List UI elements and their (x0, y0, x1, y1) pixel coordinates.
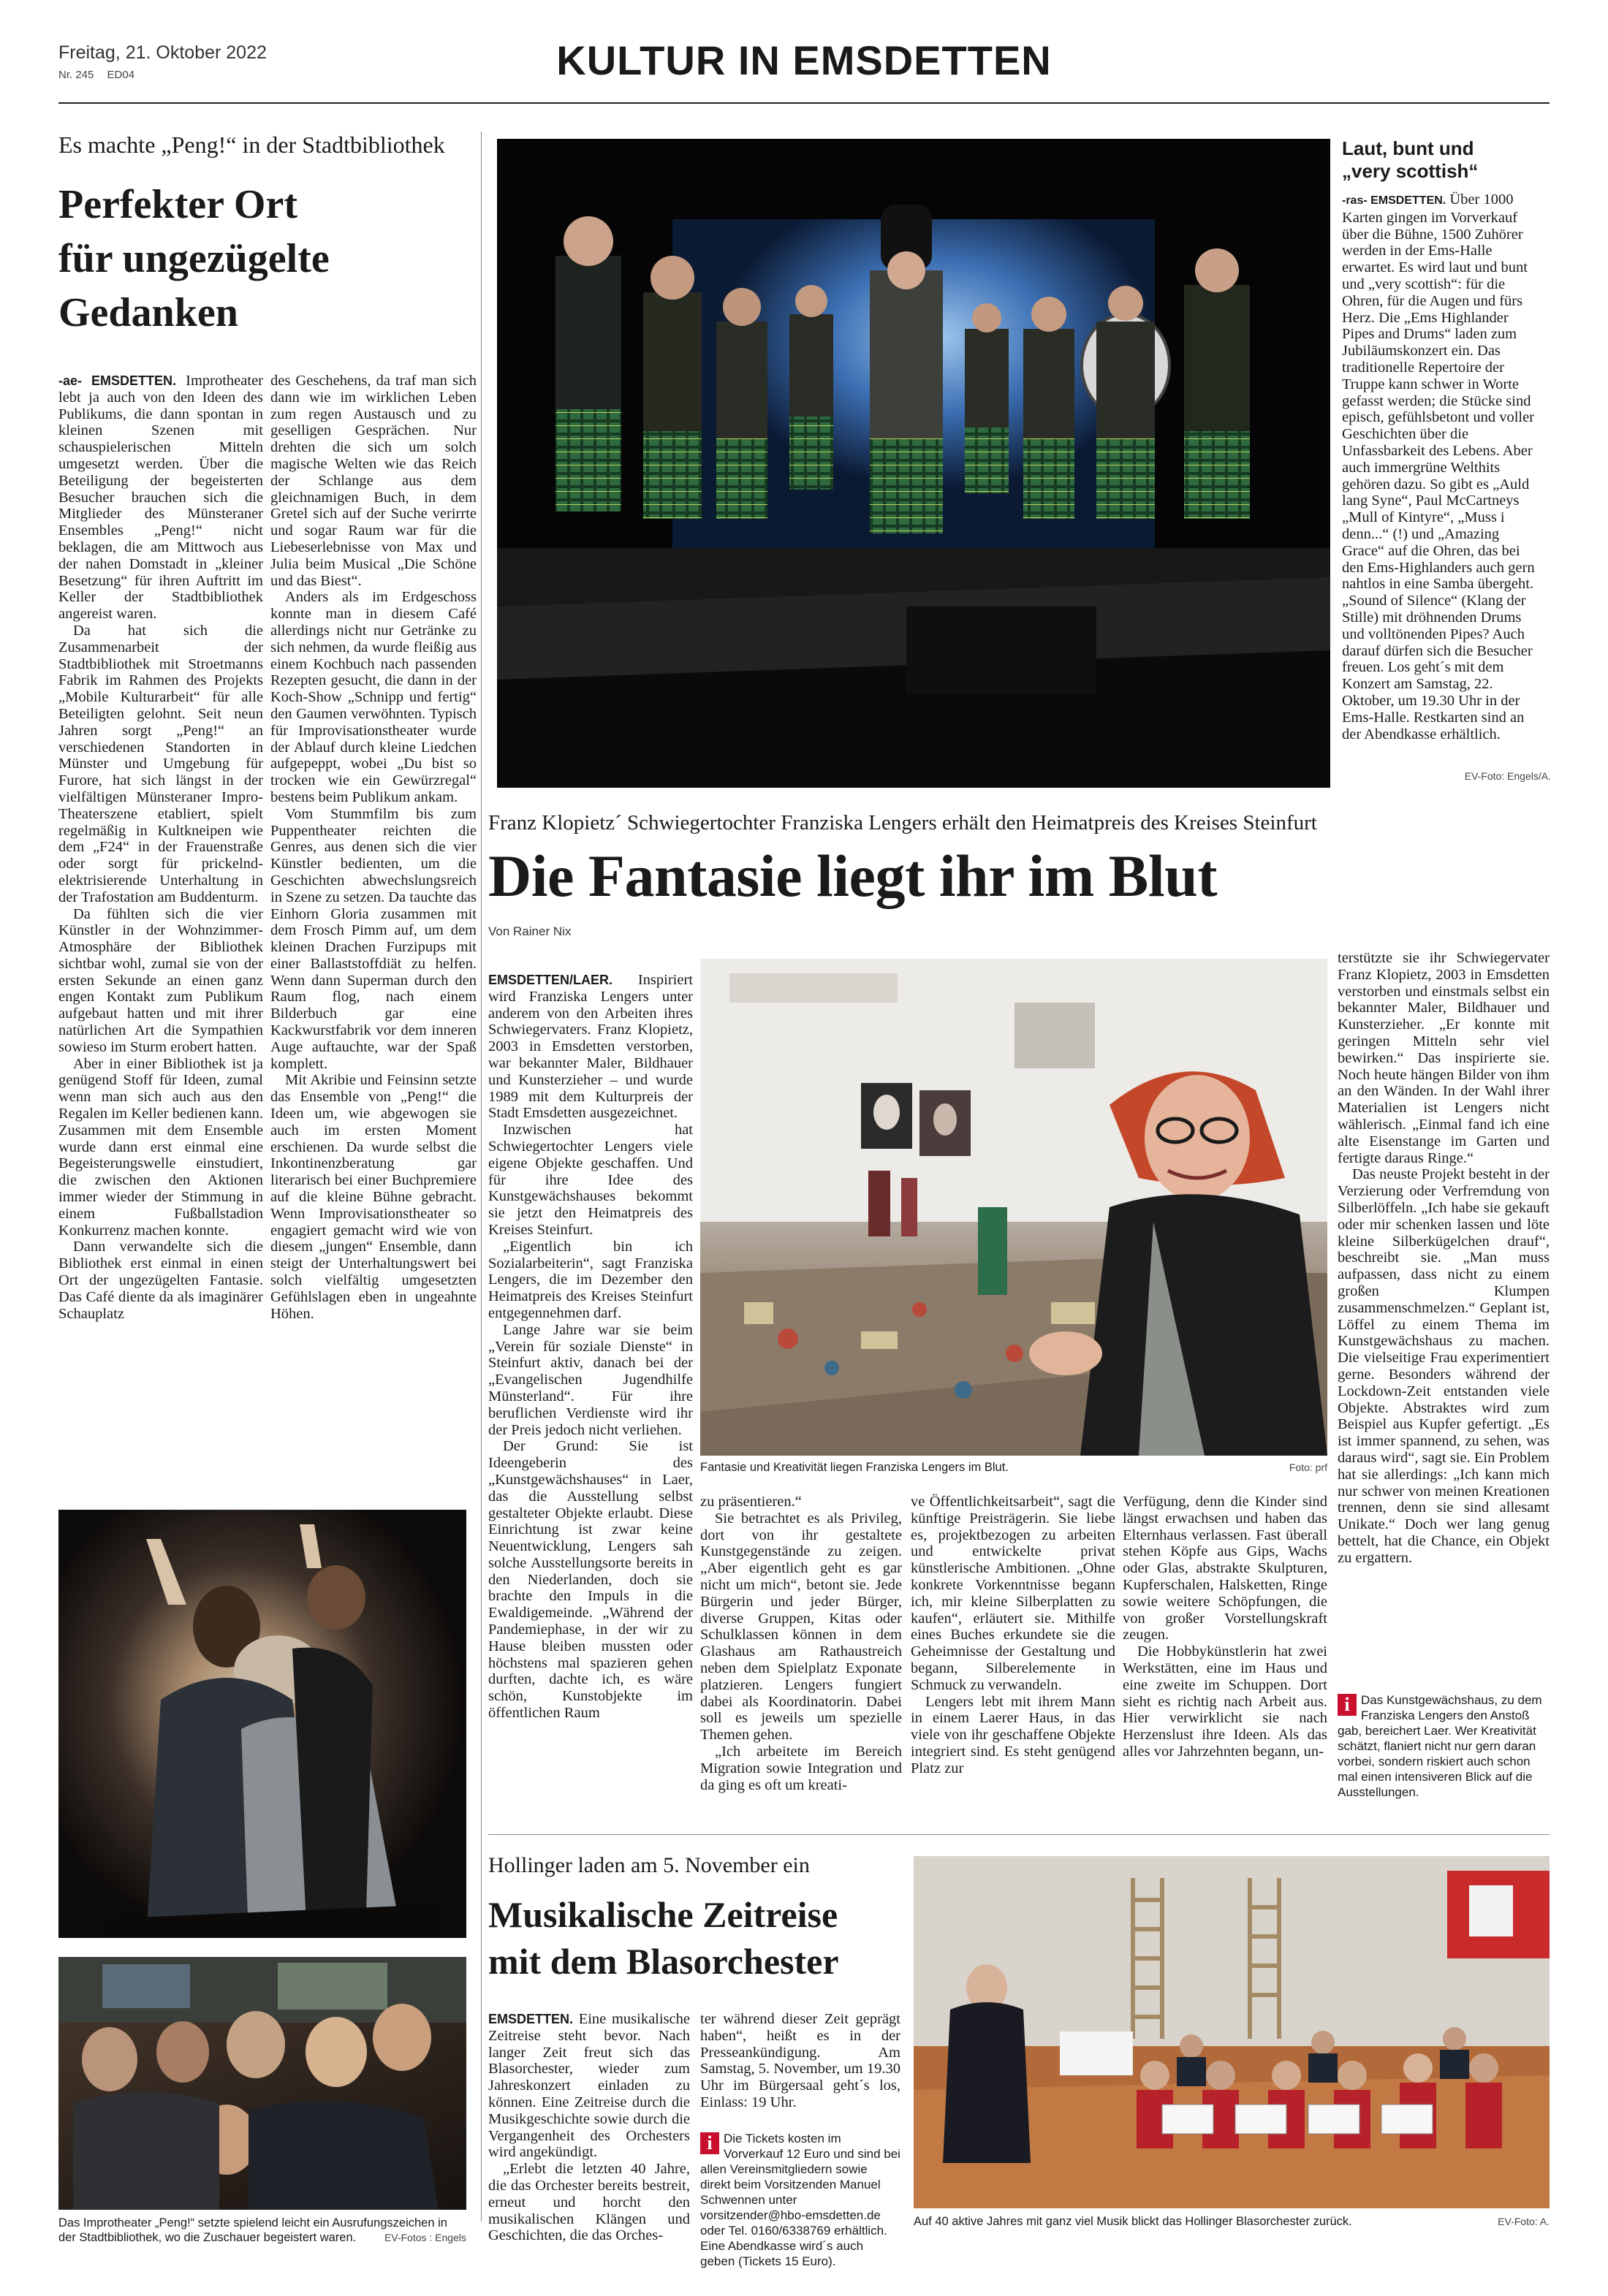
paragraph: Das neuste Projekt besteht in der Verzierung oder Verfremdung von Silberlöffeln. „Ich habe sie gekauft oder mir schenken lassen und löte kleine Silberkügelchen drauf“, beschreibt sie. „Man muss aufpassen, dass nicht zu einem großen Klumpen zusammenschmelzen.“ Geplant ist, Löffel zu einem Thema im Kunstgewächshaus zu machen. Die vielseitige Frau experimentiert gerne. Besonders während der Lockdown-Zeit entstanden viele Objekte. Abstraktes wird zum Beispiel aus Kupfer gefertigt. „Es ist immer spannend, zu sehen, was daraus wird“, sagt sie. Ein Problem hat sie allerdings: „Ich kann mich nur schwer von meinen Kreationen trennen, denn sie sind allesamt Unikate.“ Doch wer lang genug bettelt, hat die Chance, ein Objekt zu ergattern. (1338, 1166, 1550, 1566)
article-blasorchester (488, 1853, 898, 1985)
paragraph: terstützte sie ihr Schwiegervater Franz Klopietz, 2003 in Emsdetten verstorben und einstmals selbst ein bekannter Maler, Bildhauer und Kunsterzieher. „Er konnte mit geringen Mitteln sehr viel bewirken.“ Das inspirierte sie. Noch heute hängen Bilder von ihm an den Wänden. In der Wahl ihrer Materialien ist Lengers nicht wählerisch. „Einmal fand ich eine alte Eisenstange im Garten und fertigte daraus Ringe.“ (1338, 950, 1550, 1166)
article2-headline: Die Fantasie liegt ihr im Blut (488, 843, 1218, 909)
photo-credit: EV-Fotos : Engels (384, 2232, 466, 2243)
caption-lengers (700, 1460, 1327, 1475)
dateline: -ras- EMSDETTEN. (1342, 194, 1446, 207)
sidebar-body (1342, 191, 1544, 769)
headline-line: mit dem Blasorchester (488, 1941, 839, 1982)
caption-blasorchester (914, 2214, 1550, 2229)
article1-column-1 (58, 373, 263, 1480)
article1-kicker: Es machte „Peng!“ in der Stadtbibliothek (58, 132, 445, 158)
paragraph: Der Grund: Sie ist Ideengeberin des „Kunstgewächshauses“ in Laer, das die Ausstellung selbst gestalteter Objekte erlaubt. Diese Einrichtung ist zwar keine Neuentwicklung, Lengers sah solche Ausstellungsorte bereits in den Niederlanden, doch sie brachte den Impuls in die Ewaldigemeinde. „Während der Pandemiephase, in der wir zu Hause bleiben mussten oder höchstens mal spazieren gehen durften, dachte ich, es wäre schön, Kunstobjekte im öffentlichen Raum (488, 1438, 693, 1722)
info-box-tickets (700, 2131, 900, 2274)
paragraph: Improtheater lebt ja auch von den Ideen des Publikums, die dann spontan in kleinen Szenen mit schauspielerischen Mitteln umgesetzt werden. Über die Beteiligung der begeisterten Besucher brauchen sich die Mitglieder des Münsteraner Ensembles „Peng!“ nicht beklagen, die am Mittwoch aus der nahen Domstadt in „kleiner Besetzung“ für ihren Auftritt im Keller der Stadtbibliothek angereist waren. (58, 373, 263, 623)
headline-line: Laut, bunt und (1342, 137, 1474, 159)
article2-kicker: Franz Klopietz´ Schwiegertochter Franziska Lengers erhält den Heimatpreis des Kreises Steinfurt (488, 811, 1317, 835)
article2-column-2 (700, 1494, 902, 1822)
article1-column-2 (270, 373, 477, 1480)
paragraph: Anders als im Erdgeschoss konnte man in diesem Café allerdings nicht nur Getränke zu sich nehmen, da wurde fleißig aus einem Kochbuch nach passenden Rezepten gesucht, die dann in der Koch-Show „Schnipp und fertig“ den Gaumen verwöhnten. Typisch für Improvisationstheater wurde der Ablauf durch kleine Liedchen aufgepeppt, wobei „Du bist so trocken wie ein Gewürzregal“ bestens beim Publikum ankam. (270, 589, 477, 805)
paragraph: Da hat sich die Zusammenarbeit der Stadtbibliothek mit Stroetmanns Fabrik im Rahmen des Projekts „Mobile Kulturarbeit“ für alle Beteiligten gelohnt. Seit neun Jahren sorgt „Peng!“ an verschiedenen Standorten in Münster und Umgebung für Furore, hat sich längst in der vielfältigen Münsteraner Impro-Theaterszene etabliert, spielt regelmäßig in Kultkneipen wie dem „F24“ in der Frauenstraße oder sorgt für prickelnd-elektrisierende Unterhaltung in der Trafostation am Buddenturm. (58, 622, 263, 905)
info-box-kunstgewaechshaus (1338, 1692, 1550, 1831)
article3-kicker: Hollinger laden am 5. November ein (488, 1853, 810, 1877)
paragraph: Mit Akribie und Feinsinn setzte das Ensemble von „Peng!“ die Ideen um, wie abgewogen sie auch im ersten Moment erschienen. Da wurde selbst die Inkontinenzberatung gar literarisch bei einer Buchpremiere auf die kleine Bühne gebracht. Wenn Improvisationstheater so engagiert gemacht wird wie von diesem „jungen“ Ensemble, dann steigt der Unterhaltungswert bei solch vielfältig umgesetzten Gefühlslagen eben in ungeahnte Höhen. (270, 1072, 477, 1322)
paragraph: Über 1000 Karten gingen im Vorverkauf über die Bühne, 1500 Zuhörer werden in der Ems-Halle erwartet. Es wird laut und bunt und „very scottish“: für die Ohren, für die Augen und fürs Herz. Die „Ems Highlander Pipes and Drums“ laden zum Jubiläumskonzert ein. Das traditionelle Repertoire der Truppe kann schwer in Worte gefasst werden; die Stücke sind episch, gefühlsbetont und voller Geschichten über die Unfassbarkeit des Lebens. Aber auch immergrüne Welthits gehören dazu. So gibt es „Auld lang Syne“, Paul McCartneys „Mull of Kintyre“, „Muss i denn...“ (!) und „Amazing Grace“ auf die Ohren, das bei den Ems-Highlanders auch gern nahtlos in eine Samba übergeht. „Sound of Silence“ (Klang der Stille) mit dröhnenden Drums und volltönenden Pipes? Auch darauf dürfen sich die Besucher freuen. Los geht´s mit dem Konzert am Samstag, 22. Oktober, um 19.30 Uhr in der Ems-Halle. Restkarten sind an der Abendkasse erhältlich. (1342, 191, 1535, 742)
caption-text: Das Improtheater „Peng!“ setzte spielend leicht ein Ausrufungszeichen in der Stadtbibliothek, wo die Zuschauer begeistert waren. (58, 2216, 447, 2244)
headline-line: Musikalische Zeitreise (488, 1894, 838, 1935)
photo-credit: Foto: prf (1289, 1461, 1327, 1473)
paragraph: „Ich arbeitete im Bereich Migration sowie Integration und da ging es oft um kreati- (700, 1743, 902, 1793)
improv-actors-illustration (58, 1510, 466, 1938)
section-divider (488, 1834, 1550, 1835)
caption-improv (58, 2216, 466, 2245)
headline-line: für ungezügelte (58, 236, 330, 281)
photo-audience (58, 1957, 466, 2210)
paragraph: Da fühlten sich die vier Künstler in der Wohnzimmer-Atmosphäre der Bibliothek sichtbar wohl, zumal sie von der ersten Sekunde an einen ganz engen Kontakt zum Publikum aufgebaut hatten und mit ihrer natürlichen Art die Sympathien sowieso im Sturm erobert hatten. (58, 905, 263, 1055)
article1-headline (58, 178, 482, 340)
paragraph: ve Öffentlichkeitsarbeit“, sagt die künftige Preisträgerin. Sie liebe es, projektbezogen zu arbeiten und entwickelte privat künstlerische Ambitionen. „Ohne konkrete Vorkenntnisse begann ich, mir kleine Silberplatten zu kaufen“, erläutert sie. Mithilfe eines Buches erkundete sie die Geheimnisse der Gestaltung und begann, Silberelemente in Schmuck zu verwandeln. (911, 1494, 1115, 1693)
masthead-rule (58, 102, 1550, 104)
section-title: KULTUR IN EMSDETTEN (556, 37, 1052, 83)
edition-code: ED04 (107, 69, 135, 81)
paragraph: Lengers lebt mit ihrem Mann in einem Laerer Haus, in das viele von ihr geschaffene Objekte integriert sind. Es steht genügend Platz zur (911, 1693, 1115, 1776)
paragraph: Inspiriert wird Franziska Lengers unter anderem von den Arbeiten ihres Schwiegervaters. Franz Klopietz, 2003 in Emsdetten verstorben, war bekannter Maler, Bildhauer und Kunsterzieher – und wurde 1989 mit dem Kulturpreis der Stadt Emsdetten ausgezeichnet. (488, 972, 693, 1122)
dateline: -ae- EMSDETTEN. (58, 373, 177, 388)
photo-credit: EV-Foto: A. (1498, 2216, 1550, 2227)
paragraph: Die Hobbykünstlerin hat zwei Werkstätten, eine im Haus und eine zweite im Schuppen. Dort sieht es richtig nach Arbeit aus. Hier verwirklicht sie nach Herzenslust ihre Ideen. Als das alles vor Jahrzehnten begann, un- (1123, 1643, 1327, 1760)
article2-column-4 (1123, 1494, 1327, 1822)
paragraph: zu präsentieren.“ (700, 1494, 802, 1510)
lengers-illustration (700, 959, 1327, 1456)
info-icon: i (1338, 1694, 1357, 1716)
paragraph: Verfügung, denn die Kinder sind längst erwachsen und haben das Elternhaus verlassen. Fast überall stehen Köpfe aus Gips, Wachs oder Glas, abstrakte Skulpturen, Kupferschalen, Halsketten, Ringe sowie weitere Schöpfungen, die von großer Vorstellungskraft zeugen. (1123, 1494, 1327, 1643)
photo-improv-actors (58, 1510, 466, 1938)
paragraph: „Erlebt die letzten 40 Jahre, die das Orchester bereits bestreit, erneut und horcht den musikalischen Klängen und Geschichten, die das Orches- (488, 2161, 690, 2244)
headline-line: Gedanken (58, 290, 238, 335)
info-text: Die Tickets kosten im Vorverkauf 12 Euro und sind bei allen Vereinsmitgliedern sowie direkt beim Vorsitzenden Manuel Schwennen unter vorsitzender@hbo-emsdetten.de oder Tel. 0160/6338769 erhältlich. Eine Abendkasse wird´s auch geben (Tickets 15 Euro). (700, 2132, 900, 2268)
column-divider (481, 132, 482, 2221)
pipe-band-illustration (497, 139, 1330, 788)
paragraph: Sie betrachtet es als Privileg, dort von ihr gestaltete Kunstgegenstände zu zeigen. „Aber eigentlich geht es gar nicht um mich“, betont sie. Jede Bürgerin und jeder Bürger, diverse Gruppen, Kitas oder Schulklassen können in dem Glashaus am Rathaustreich neben dem Spielplatz Exponate platzieren. Lengers fungiert dabei als Koordinatorin. Dabei soll es jeweils um spezielle Themen gehen. (700, 1510, 902, 1744)
photo-credit: EV-Foto: Engels/A. (1464, 770, 1551, 782)
issue-number: Nr. 245 (58, 69, 94, 81)
paragraph: Eine musikalische Zeitreise steht bevor. Nach langer Zeit freut sich das Blasorchester, wieder zum Jahreskonzert einladen zu können. Eine Zeitreise durch die Musikgeschichte sowie durch die Vergangenheit des Orchesters wird angekündigt. (488, 2011, 690, 2161)
paragraph: Lange Jahre war sie beim „Verein für soziale Dienste“ in Steinfurt aktiv, danach bei der „Evangelischen Jugendhilfe Münsterland“. Für ihre beruflichen Verdienste wird ihr der Preis jedoch nicht verliehen. (488, 1321, 693, 1438)
article3-headline (488, 1891, 898, 1985)
article-lengers (488, 811, 1548, 939)
info-icon: i (700, 2132, 719, 2154)
byline: Von Rainer Nix (488, 924, 572, 938)
paragraph: Dann verwandelte sich die Bibliothek erst einmal in einen Ort der ungezügelten Fantasie. Das Café diente da als imaginärer Schauplatz (58, 1239, 263, 1322)
article-peng (58, 132, 482, 340)
article3-column-1 (488, 2011, 690, 2274)
article2-column-5 (1338, 950, 1550, 1685)
sidebar-scottish (1342, 137, 1551, 782)
paragraph: Aber in einer Bibliothek ist ja genügend Stoff für Ideen, zumal wenn man sich auch aus den Regalen im Keller bedienen kann. Zusammen mit dem Ensemble wurde dann erst einmal eine Begeisterungswelle einstudiert, die zwischen den Aktionen immer wieder der Stimmung in einem Fußballstadion Konkurrenz machen konnte. (58, 1055, 263, 1239)
info-text: Das Kunstgewächshaus, zu dem Franziska Lengers den Anstoß gab, bereichert Laer. Wer Kreativität schätzt, flaniert nicht nur gern daran vorbei, sondern riskiert auch schon mal einen intensiveren Blick auf die Ausstellungen. (1338, 1693, 1542, 1799)
paragraph: ter während dieser Zeit geprägt haben“, heißt es in der Presseankündigung. Am Samstag, 5. November, um 19.30 Uhr im Bürgersaal geht´s los, Einlass: 19 Uhr. (700, 2011, 900, 2110)
headline-line: „very scottish“ (1342, 160, 1479, 182)
caption-text: Fantasie und Kreativität liegen Franziska Lengers im Blut. (700, 1461, 1009, 1474)
audience-illustration (58, 1957, 466, 2210)
dateline: EMSDETTEN/LAER. (488, 973, 613, 987)
paragraph: des Geschehens, da traf man sich dann wie im wirklichen Leben zum regen Austausch und zu geselligen Gesprächen. Nur drehten die sich um solch magische Welten wie das Reich der Schlange aus dem gleichnamigen Buch, in dem Gretel sich auf der Suche verirrte und sogar Raum war für die Liebeserlebnisse von Max und Julia beim Musical „Die Schöne und das Biest“. (270, 373, 477, 589)
sidebar-headline (1342, 137, 1551, 183)
photo-blasorchester (914, 1856, 1550, 2208)
caption-text: Auf 40 aktive Jahres mit ganz viel Musik blickt das Hollinger Blasorchester zurück. (914, 2215, 1352, 2228)
photo-lengers-workshop (700, 959, 1327, 1456)
headline-line: Perfekter Ort (58, 182, 297, 227)
paragraph: Inzwischen hat Schwiegertochter Lengers viele eigene Objekte geschaffen. Und für ihre Idee des Kunstgewächshauses bekommt sie jetzt den Heimatpreis des Kreises Steinfurt. (488, 1122, 693, 1238)
article2-column-3 (911, 1494, 1115, 1822)
paragraph: Vom Stummfilm bis zum Puppentheater reichten die Genres, aus denen sich die vier Künstler bedienten, um die Geschichten abwechslungsreich in Szene zu setzen. Da tauchte das Einhorn Gloria zusammen mit dem Frosch Pimm auf, um dem kleinen Drachen Furzipups mit einer Ballaststoffdiät zu helfen. Wenn dann Superman durch den Raum flog, nach einem Bilderbuch gar eine Kackwurstfabrik vor dem inneren Auge auftauchte, war der Spaß komplett. (270, 805, 477, 1072)
paragraph: „Eigentlich bin ich Sozialarbeiterin“, sagt Franziska Lengers, die im Dezember den Heimatpreis des Kreises Steinfurt entgegennehmen darf. (488, 1238, 693, 1321)
dateline: EMSDETTEN. (488, 2012, 574, 2026)
masthead-date: Freitag, 21. Oktober 2022 (58, 42, 267, 63)
article3-column-2 (700, 2011, 900, 2121)
orchestra-illustration (914, 1856, 1550, 2208)
photo-pipe-band (497, 139, 1330, 788)
